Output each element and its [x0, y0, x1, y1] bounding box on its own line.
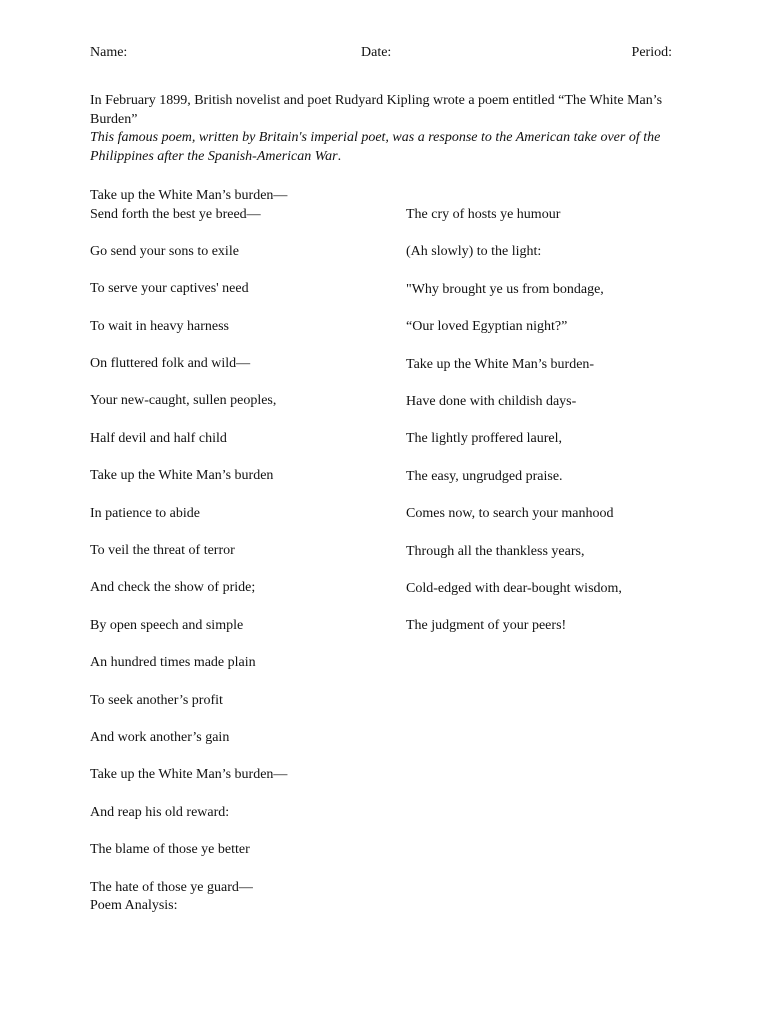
poem-line: To seek another’s profit: [90, 692, 223, 708]
poem-line: The hate of those ye guard—: [90, 879, 253, 895]
poem-line: And reap his old reward:: [90, 804, 230, 820]
poem-line: Take up the White Man’s burden-: [406, 356, 595, 372]
intro-lead-text: In February 1899, British novelist and poet Rudyard Kipling wrote a poem entitled “The White Man’s Burden”: [90, 93, 663, 127]
intro-paragraph: [90, 92, 668, 166]
poem-line: Go send your sons to exile: [90, 243, 239, 259]
poem-line: In patience to abide: [90, 505, 201, 521]
poem-line: Take up the White Man’s burden—: [90, 767, 288, 783]
poem-line: To wait in heavy harness: [90, 318, 229, 334]
intro-italic-line: [90, 129, 668, 166]
poem-line: The easy, ungrudged praise.: [406, 468, 563, 484]
poem-line: Comes now, to search your manhood: [406, 506, 614, 522]
poem-line: "Why brought ye us from bondage,: [406, 281, 604, 297]
poem-line: By open speech and simple: [90, 617, 244, 633]
poem-line: Send forth the best ye breed—: [90, 206, 261, 222]
date-label: Date:: [361, 45, 392, 60]
period-label: Period:: [631, 45, 672, 60]
poem-line: “Our loved Egyptian night?”: [406, 319, 568, 335]
poem-line: Take up the White Man’s burden—: [90, 188, 288, 203]
poem-line: Through all the thankless years,: [406, 543, 585, 559]
poem-line: (Ah slowly) to the light:: [406, 244, 542, 260]
poem-line: Have done with childish days-: [406, 393, 577, 409]
poem-line: An hundred times made plain: [90, 655, 256, 671]
poem-line: Your new-caught, sullen peoples,: [90, 393, 277, 409]
poem-line: The lightly proffered laurel,: [406, 431, 563, 447]
poem-line: Cold-edged with dear-bought wisdom,: [406, 580, 622, 596]
poem-line: To serve your captives' need: [90, 281, 249, 297]
poem-left-column: [90, 187, 390, 916]
poem-line: Take up the White Man’s burden: [90, 468, 274, 484]
poem-line: On fluttered folk and wild—: [90, 356, 251, 372]
poem-line: The judgment of your peers!: [406, 618, 567, 634]
poem-line: And check the show of pride;: [90, 580, 256, 596]
intro-italic-text: This famous poem, written by Britain's imperial poet, was a response to the American take over of the Philippines after the Spanish-American War: [90, 130, 661, 164]
poem-line: Half devil and half child: [90, 430, 227, 446]
poem-analysis-label: Poem Analysis:: [90, 898, 178, 914]
worksheet-header: [90, 45, 672, 63]
poem-right-column: [406, 206, 706, 636]
intro-italic-period: .: [337, 148, 342, 164]
poem-line: To veil the threat of terror: [90, 543, 235, 559]
poem-line: And work another’s gain: [90, 729, 230, 745]
name-label: Name:: [90, 45, 128, 60]
poem-line: The blame of those ye better: [90, 842, 250, 858]
poem-line: The cry of hosts ye humour: [406, 207, 561, 222]
